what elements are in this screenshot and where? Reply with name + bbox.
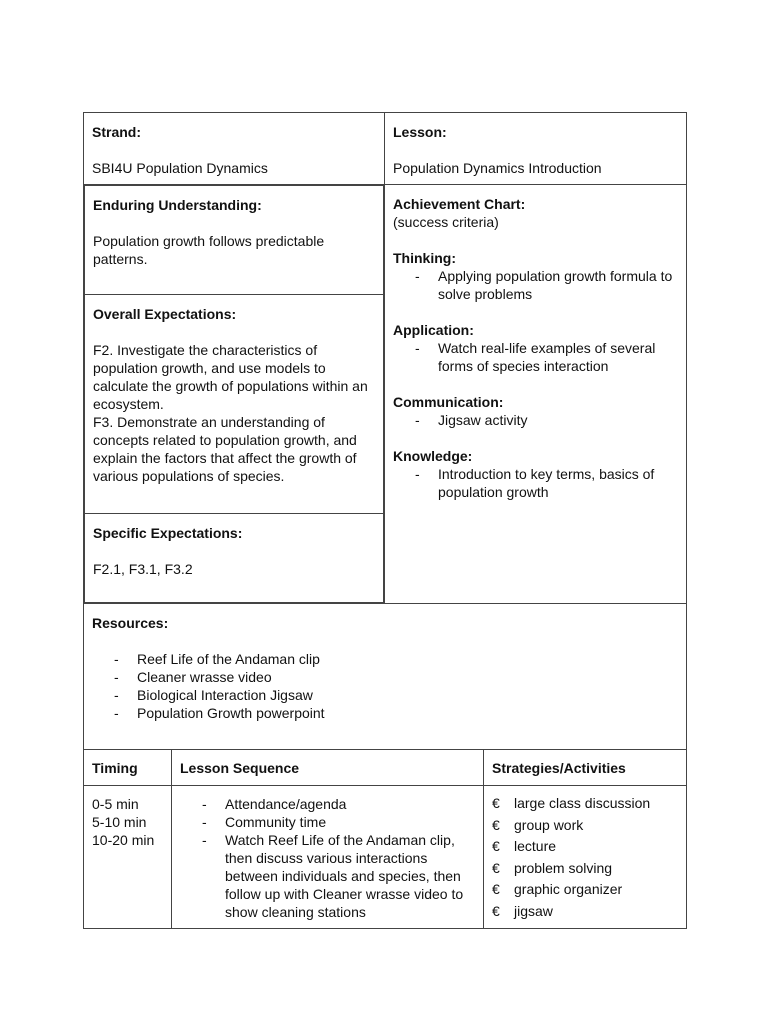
specific-label: Specific Expectations:	[93, 525, 243, 541]
list-item	[492, 793, 678, 815]
strand-cell	[84, 113, 385, 185]
thinking-list	[393, 267, 678, 303]
timing-header	[84, 750, 172, 786]
communication-list	[393, 411, 678, 429]
list-item	[492, 858, 678, 880]
overall-f2: F2. Investigate the characteristics of population growth, and use models to calculate the growth of populations within an ecosystem.	[93, 342, 368, 412]
thinking-title: Thinking:	[393, 250, 456, 266]
resources-cell	[84, 604, 687, 750]
achievement-cell	[385, 185, 687, 604]
enduring-text: Population growth follows predictable patterns.	[93, 233, 325, 267]
list-item	[492, 815, 678, 837]
list-item: - Watch real-life examples of several forms of species interaction	[415, 339, 678, 375]
strategy-label: group work	[514, 816, 584, 833]
resources-list	[92, 650, 678, 722]
list-item	[492, 836, 678, 858]
timing-item: 5-10 min	[92, 814, 147, 830]
lesson-plan-table	[83, 112, 687, 929]
knowledge-title: Knowledge:	[393, 448, 473, 464]
application-list	[393, 339, 678, 375]
timing-item: 10-20 min	[92, 832, 155, 848]
list-item: - Community time	[202, 813, 475, 831]
list-item: - Population Growth powerpoint	[114, 704, 678, 722]
specific-text: F2.1, F3.1, F3.2	[93, 561, 193, 577]
timing-header-label: Timing	[92, 760, 138, 776]
euro-bullet-icon: €	[492, 838, 500, 854]
strategy-label: jigsaw	[514, 902, 553, 919]
list-item: - Reef Life of the Andaman clip	[114, 650, 678, 668]
timing-item: 0-5 min	[92, 796, 139, 812]
achievement-section	[385, 185, 686, 501]
strand-value: SBI4U Population Dynamics	[92, 160, 268, 176]
resources-label: Resources:	[92, 615, 169, 631]
strategy-label: large class discussion	[514, 795, 651, 811]
overall-label: Overall Expectations:	[93, 306, 237, 322]
overall-f3: F3. Demonstrate an understanding of concepts related to population growth, and explain the factors that affect the growth of various populations of species.	[93, 414, 357, 484]
euro-bullet-icon: €	[492, 902, 500, 919]
list-item	[492, 879, 678, 901]
strategy-label: lecture	[514, 838, 557, 854]
strategy-label: problem solving	[514, 859, 613, 876]
lesson-sequence-list	[180, 795, 475, 921]
lesson-label: Lesson:	[393, 124, 447, 140]
euro-bullet-icon: €	[492, 859, 500, 876]
list-item: - Biological Interaction Jigsaw	[114, 686, 678, 704]
list-item: - Introduction to key terms, basics of population growth	[415, 465, 678, 501]
lesson-sequence-header	[172, 750, 484, 786]
euro-bullet-icon: €	[492, 816, 500, 833]
list-item: - Watch Reef Life of the Andaman clip, then discuss various interactions between individuals and species, then follow up with Cleaner wrasse video to show cleaning stations	[202, 831, 475, 921]
achievement-label: Achievement Chart:	[393, 196, 526, 212]
euro-bullet-icon: €	[492, 881, 500, 897]
strand-label: Strand:	[92, 124, 141, 140]
strategy-label: graphic organizer	[514, 881, 623, 897]
strategies-cell	[484, 786, 687, 929]
lesson-value: Population Dynamics Introduction	[393, 160, 602, 176]
overall-section	[85, 295, 383, 513]
communication-title: Communication:	[393, 394, 504, 410]
list-item: - Jigsaw activity	[415, 411, 678, 429]
knowledge-list	[393, 465, 678, 501]
strategies-header-label: Strategies/Activities	[492, 760, 626, 776]
enduring-label: Enduring Understanding:	[93, 197, 262, 213]
lesson-sequence-header-label: Lesson Sequence	[180, 760, 300, 776]
list-item: - Attendance/agenda	[202, 795, 475, 813]
specific-section	[85, 514, 383, 602]
lesson-sequence-cell	[172, 786, 484, 929]
strategies-header	[484, 750, 687, 786]
lesson-cell	[385, 113, 687, 185]
list-item: - Cleaner wrasse video	[114, 668, 678, 686]
expectations-cell	[84, 185, 385, 604]
strategies-list	[492, 793, 678, 922]
list-item	[492, 901, 678, 923]
list-item: - Applying population growth formula to solve problems	[415, 267, 678, 303]
enduring-section	[85, 186, 383, 294]
achievement-sub: (success criteria)	[393, 214, 499, 230]
application-title: Application:	[393, 322, 474, 338]
euro-bullet-icon: €	[492, 795, 500, 811]
timing-cell	[84, 786, 172, 929]
